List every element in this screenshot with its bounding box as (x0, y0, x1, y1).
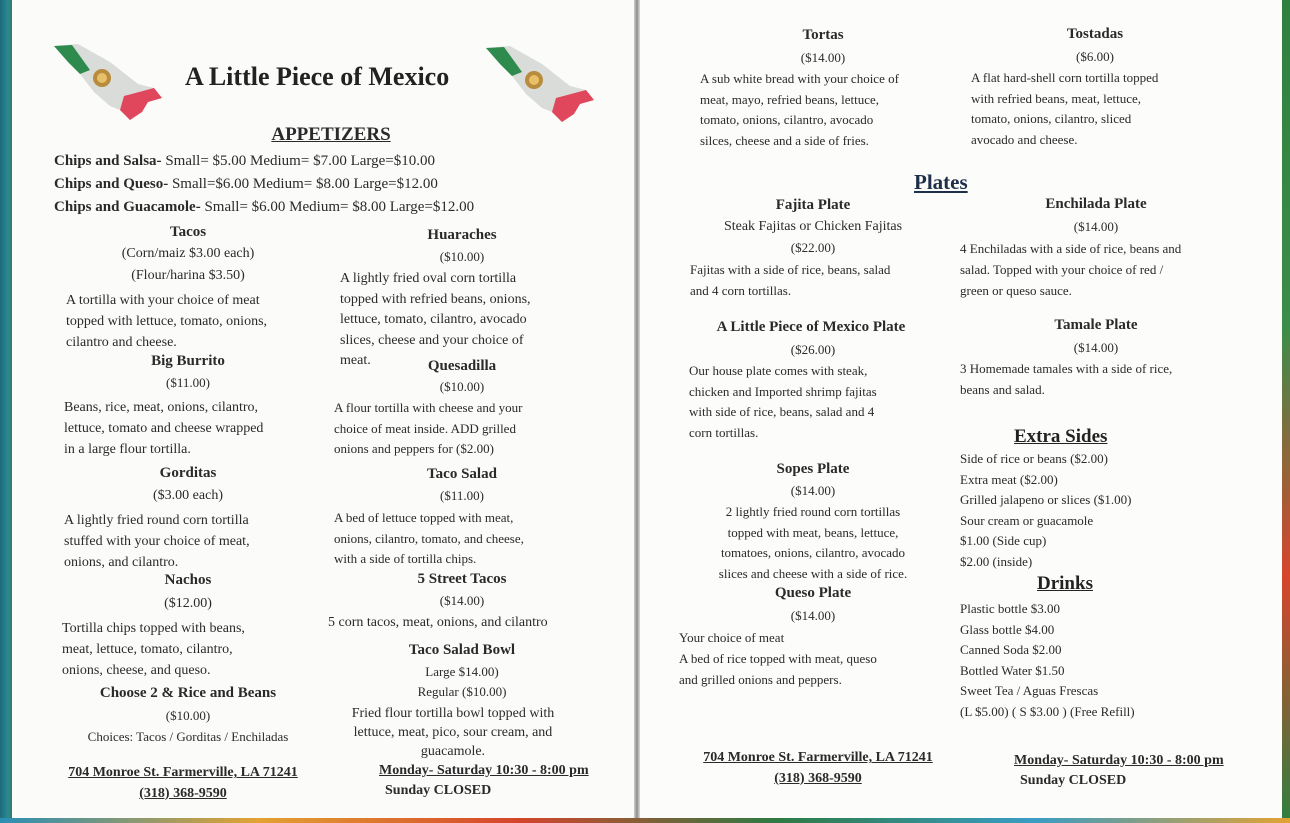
appetizers-heading: APPETIZERS (271, 124, 391, 145)
street-tacos-description: 5 corn tacos, meat, onions, and cilantro (328, 615, 548, 630)
drinks-heading: Drinks (1037, 573, 1093, 594)
queso-plate-price: ($14.00) (790, 608, 836, 623)
gorditas-price: ($3.00 each) (153, 488, 223, 503)
little-piece-plate-price: ($26.00) (790, 342, 836, 357)
fajita-plate-price: ($22.00) (790, 240, 836, 255)
drink-item: Plastic bottle $3.00 (960, 601, 1061, 616)
taco-salad-bowl-price-large: Large $14.00) (425, 664, 499, 679)
extra-side-item: $2.00 (inside) (960, 553, 1033, 569)
extra-side-item: Extra meat ($2.00) (960, 471, 1058, 487)
tacos-name: Tacos (169, 224, 207, 240)
tablecloth-strip (0, 818, 1290, 823)
phone-right: (318) 368-9590 (774, 771, 862, 786)
extra-sides-list (960, 449, 1131, 572)
extra-side-item: Side of rice or beans ($2.00) (960, 451, 1109, 466)
drink-item: (L $5.00) ( S $3.00 ) (Free Refill) (960, 703, 1135, 719)
plates-heading: Plates (914, 170, 968, 194)
queso-plate-name: Queso Plate (774, 585, 852, 601)
taco-salad-description: A bed of lettuce topped with meat, onions, cilantro, tomato, and cheese, with a side of tortilla chips. (334, 510, 524, 566)
tortas-price: ($14.00) (800, 50, 846, 65)
taco-salad-price: ($11.00) (440, 488, 484, 503)
queso-plate-description: Your choice of meat A bed of rice topped with meat, queso and grilled onions and peppers. (679, 630, 877, 687)
sopes-plate-name: Sopes Plate (776, 461, 850, 477)
tacos-price-flour: (Flour/harina $3.50) (131, 268, 245, 283)
hours-left: Monday- Saturday 10:30 - 8:00 pm (379, 763, 589, 778)
hours-right: Monday- Saturday 10:30 - 8:00 pm (1014, 753, 1224, 768)
quesadilla-price: ($10.00) (439, 379, 485, 394)
nachos-name: Nachos (164, 572, 212, 588)
menu-page-left (12, 0, 634, 823)
extra-side-item: Grilled jalapeno or slices ($1.00) (960, 492, 1132, 507)
street-tacos-name: 5 Street Tacos (417, 571, 507, 587)
sunday-left: Sunday CLOSED (385, 783, 492, 798)
gorditas-description: A lightly fried round corn tortilla stuffed with your choice of meat, onions, and cilantro. (64, 513, 250, 570)
drink-item: Sweet Tea / Aguas Frescas (960, 683, 1099, 698)
tostadas-name: Tostadas (1066, 26, 1124, 42)
extra-side-item: Sour cream or guacamole (960, 512, 1094, 528)
menu-page-right (640, 0, 1282, 823)
taco-salad-bowl-description: Fried flour tortilla bowl topped with lettuce, meat, pico, sour cream, and guacamole. (351, 706, 555, 759)
choose2-name: Choose 2 & Rice and Beans (99, 685, 277, 701)
sunday-right: Sunday CLOSED (1020, 773, 1127, 788)
sopes-plate-price: ($14.00) (790, 483, 836, 498)
restaurant-title: A Little Piece of Mexico (185, 62, 450, 91)
appetizer-item: Chips and Queso- Small=$6.00 Medium= $8.00 Large=$12.00 (54, 176, 438, 192)
tostadas-description: A flat hard-shell corn tortilla topped with refried beans, meat, lettuce, tomato, onions, cilantro, sliced avocado and cheese. (971, 70, 1159, 147)
nachos-price: ($12.00) (164, 596, 212, 611)
tacos-description: A tortilla with your choice of meat topped with lettuce, tomato, onions, cilantro and cheese. (66, 293, 268, 350)
gorditas-name: Gorditas (159, 465, 217, 481)
drink-item: Glass bottle $4.00 (960, 621, 1055, 637)
appetizers-list (54, 150, 474, 219)
enchilada-plate-name: Enchilada Plate (1045, 196, 1147, 212)
tamale-plate-description: 3 Homemade tamales with a side of rice, beans and salad. (960, 361, 1173, 397)
tortas-description: A sub white bread with your choice of meat, mayo, refried beans, lettuce, tomato, onions, cilantro, avocado silces, cheese and a side of fries. (700, 71, 899, 148)
little-piece-plate-description: Our house plate comes with steak, chicken and Imported shrimp fajitas with side of rice, beans, salad and 4 corn tortillas. (689, 363, 877, 440)
quesadilla-name: Quesadilla (427, 358, 497, 374)
choose2-price: ($10.00) (165, 708, 211, 723)
phone-left: (318) 368-9590 (139, 786, 227, 801)
tamale-plate-name: Tamale Plate (1054, 317, 1138, 333)
fajita-plate-description: Fajitas with a side of rice, beans, salad and 4 corn tortillas. (690, 262, 891, 298)
big-burrito-name: Big Burrito (151, 353, 225, 369)
appetizer-item: Chips and Guacamole- Small= $6.00 Medium= $8.00 Large=$12.00 (54, 199, 475, 215)
taco-salad-bowl-name: Taco Salad Bowl (408, 642, 516, 658)
drink-item: Bottled Water $1.50 (960, 662, 1065, 678)
fajita-plate-name: Fajita Plate (775, 197, 851, 213)
extra-sides-heading: Extra Sides (1014, 426, 1108, 447)
little-piece-plate-name: A Little Piece of Mexico Plate (716, 319, 906, 335)
tacos-price-corn: (Corn/maiz $3.00 each) (121, 246, 255, 261)
huaraches-price: ($10.00) (439, 249, 485, 264)
enchilada-plate-description: 4 Enchiladas with a side of rice, beans and salad. Topped with your choice of red / green or queso sauce. (960, 241, 1182, 298)
tamale-plate-price: ($14.00) (1073, 340, 1119, 355)
tortas-name: Tortas (802, 27, 844, 43)
sopes-plate-description: 2 lightly fried round corn tortillas topped with meat, beans, lettuce, tomatoes, onions, cilantro, avocado slices and cheese with a side of rice. (718, 504, 908, 581)
nachos-description: Tortilla chips topped with beans, meat, lettuce, tomato, cilantro, onions, cheese, and queso. (62, 621, 245, 678)
appetizer-item: Chips and Salsa- Small= $5.00 Medium= $7.00 Large=$10.00 (54, 153, 435, 169)
street-tacos-price: ($14.00) (439, 593, 485, 608)
extra-side-item: $1.00 (Side cup) (960, 533, 1047, 548)
quesadilla-description: A flour tortilla with cheese and your choice of meat inside. ADD grilled onions and peppers for ($2.00) (334, 400, 523, 456)
big-burrito-description: Beans, rice, meat, onions, cilantro, lettuce, tomato and cheese wrapped in a large flour tortilla. (64, 400, 264, 457)
fajita-plate-sub: Steak Fajitas or Chicken Fajitas (723, 219, 903, 234)
address-right: 704 Monroe St. Farmerville, LA 71241 (703, 750, 933, 765)
huaraches-description: A lightly fried oval corn tortilla topped with refried beans, onions, lettuce, tomato, cilantro, avocado slices, cheese and your choice of meat. (340, 271, 531, 368)
choose2-description: Choices: Tacos / Gorditas / Enchiladas (87, 729, 289, 744)
address-left: 704 Monroe St. Farmerville, LA 71241 (68, 765, 298, 780)
enchilada-plate-price: ($14.00) (1073, 219, 1119, 234)
drinks-list (960, 599, 1135, 722)
big-burrito-price: ($11.00) (166, 375, 210, 390)
tablecloth-edge (1282, 0, 1290, 823)
taco-salad-name: Taco Salad (427, 466, 497, 482)
mexico-flag-map-icon (50, 40, 168, 122)
tostadas-price: ($6.00) (1076, 49, 1114, 64)
huaraches-name: Huaraches (427, 227, 497, 243)
drink-item: Canned Soda $2.00 (960, 642, 1062, 657)
taco-salad-bowl-price-regular: Regular ($10.00) (417, 684, 507, 699)
mexico-flag-map-icon (482, 42, 600, 124)
